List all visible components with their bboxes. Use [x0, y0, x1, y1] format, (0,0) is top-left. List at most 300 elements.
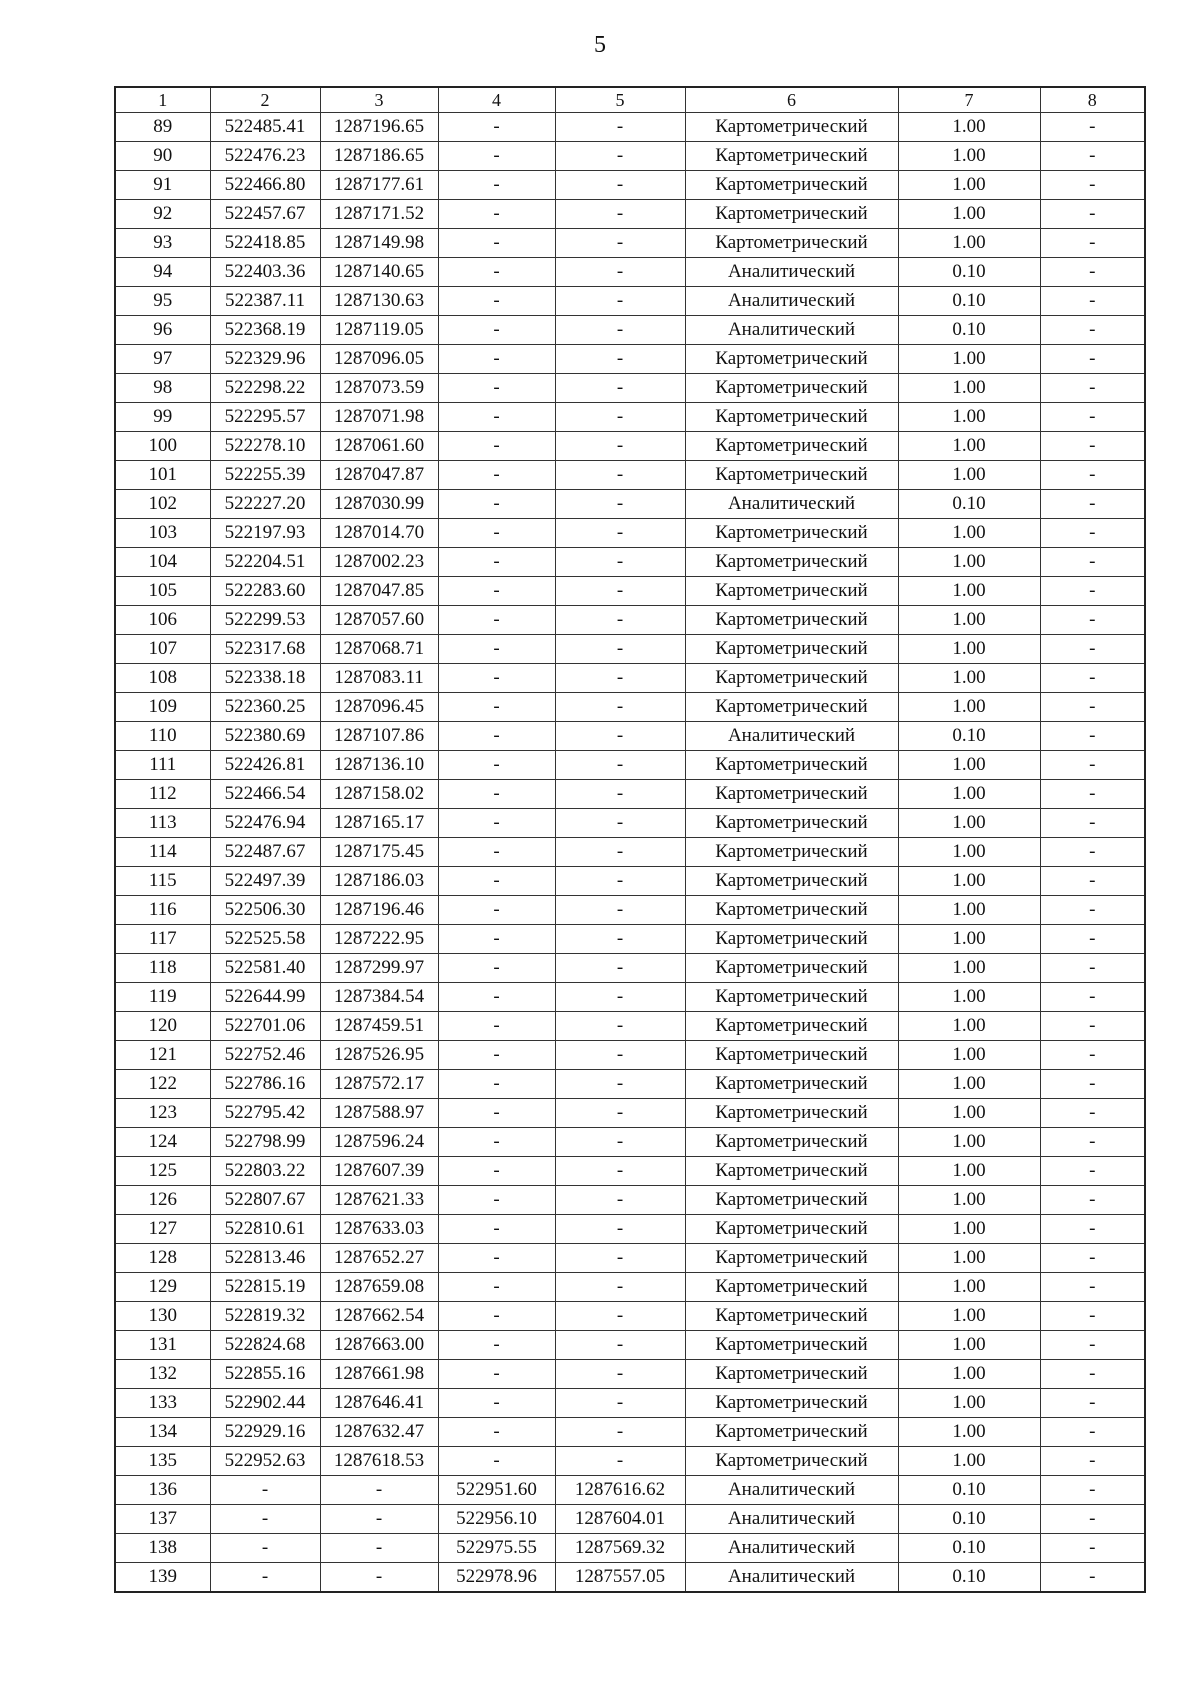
cell-x-new: - — [438, 1244, 555, 1273]
table-row — [115, 983, 1145, 1012]
cell-y-new: - — [555, 1012, 685, 1041]
cell-accuracy: 1.00 — [898, 1157, 1040, 1186]
cell-description: - — [1040, 1012, 1145, 1041]
cell-description: - — [1040, 606, 1145, 635]
cell-x-new: - — [438, 403, 555, 432]
cell-description: - — [1040, 751, 1145, 780]
cell-method: Картометрический — [685, 548, 898, 577]
cell-point-number: 92 — [115, 200, 210, 229]
cell-description: - — [1040, 316, 1145, 345]
cell-description: - — [1040, 1505, 1145, 1534]
table-row — [115, 1534, 1145, 1563]
cell-x-existing: 522466.80 — [210, 171, 320, 200]
cell-x-new: - — [438, 548, 555, 577]
cell-y-existing: - — [320, 1563, 438, 1593]
coordinates-table — [114, 86, 1146, 1593]
cell-x-existing: 522295.57 — [210, 403, 320, 432]
cell-description: - — [1040, 374, 1145, 403]
cell-method: Картометрический — [685, 954, 898, 983]
cell-accuracy: 0.10 — [898, 490, 1040, 519]
cell-point-number: 124 — [115, 1128, 210, 1157]
cell-method: Картометрический — [685, 664, 898, 693]
cell-method: Аналитический — [685, 722, 898, 751]
cell-point-number: 138 — [115, 1534, 210, 1563]
cell-y-new: - — [555, 925, 685, 954]
cell-description: - — [1040, 229, 1145, 258]
cell-method: Аналитический — [685, 1563, 898, 1593]
cell-description: - — [1040, 1041, 1145, 1070]
cell-accuracy: 1.00 — [898, 1070, 1040, 1099]
cell-point-number: 100 — [115, 432, 210, 461]
cell-description: - — [1040, 1099, 1145, 1128]
cell-x-existing: - — [210, 1563, 320, 1593]
cell-y-new: - — [555, 345, 685, 374]
cell-accuracy: 1.00 — [898, 693, 1040, 722]
cell-point-number: 89 — [115, 113, 210, 142]
cell-method: Картометрический — [685, 432, 898, 461]
table-row — [115, 461, 1145, 490]
cell-x-existing: 522457.67 — [210, 200, 320, 229]
cell-y-new: - — [555, 461, 685, 490]
table-row — [115, 1041, 1145, 1070]
cell-x-existing: 522204.51 — [210, 548, 320, 577]
cell-x-new: - — [438, 287, 555, 316]
cell-point-number: 117 — [115, 925, 210, 954]
cell-y-existing: 1287661.98 — [320, 1360, 438, 1389]
cell-description: - — [1040, 838, 1145, 867]
cell-point-number: 113 — [115, 809, 210, 838]
cell-accuracy: 1.00 — [898, 548, 1040, 577]
cell-y-new: - — [555, 1215, 685, 1244]
cell-method: Картометрический — [685, 577, 898, 606]
cell-x-existing: 522581.40 — [210, 954, 320, 983]
cell-x-new: - — [438, 171, 555, 200]
cell-method: Картометрический — [685, 925, 898, 954]
cell-x-new: - — [438, 374, 555, 403]
cell-method: Картометрический — [685, 780, 898, 809]
cell-point-number: 127 — [115, 1215, 210, 1244]
table-row — [115, 258, 1145, 287]
cell-point-number: 132 — [115, 1360, 210, 1389]
cell-description: - — [1040, 461, 1145, 490]
cell-method: Картометрический — [685, 519, 898, 548]
cell-accuracy: 1.00 — [898, 1012, 1040, 1041]
cell-x-existing: - — [210, 1534, 320, 1563]
cell-method: Аналитический — [685, 1534, 898, 1563]
table-row — [115, 1447, 1145, 1476]
cell-y-new: - — [555, 316, 685, 345]
cell-method: Картометрический — [685, 693, 898, 722]
cell-x-new: - — [438, 1041, 555, 1070]
cell-y-new: - — [555, 1331, 685, 1360]
cell-x-existing: 522476.23 — [210, 142, 320, 171]
cell-method: Картометрический — [685, 1331, 898, 1360]
cell-x-new: - — [438, 142, 555, 171]
table-row — [115, 374, 1145, 403]
cell-point-number: 102 — [115, 490, 210, 519]
cell-point-number: 93 — [115, 229, 210, 258]
cell-point-number: 91 — [115, 171, 210, 200]
cell-y-existing: 1287384.54 — [320, 983, 438, 1012]
cell-x-existing: 522795.42 — [210, 1099, 320, 1128]
cell-accuracy: 1.00 — [898, 345, 1040, 374]
cell-description: - — [1040, 780, 1145, 809]
cell-x-existing: 522810.61 — [210, 1215, 320, 1244]
cell-accuracy: 1.00 — [898, 374, 1040, 403]
cell-x-new: - — [438, 1360, 555, 1389]
cell-x-existing: 522701.06 — [210, 1012, 320, 1041]
cell-x-existing: 522506.30 — [210, 896, 320, 925]
table-row — [115, 664, 1145, 693]
cell-accuracy: 1.00 — [898, 1331, 1040, 1360]
cell-point-number: 123 — [115, 1099, 210, 1128]
cell-accuracy: 1.00 — [898, 1128, 1040, 1157]
cell-y-new: - — [555, 1157, 685, 1186]
cell-description: - — [1040, 1389, 1145, 1418]
cell-method: Картометрический — [685, 461, 898, 490]
cell-accuracy: 0.10 — [898, 258, 1040, 287]
cell-y-existing: 1287002.23 — [320, 548, 438, 577]
cell-accuracy: 1.00 — [898, 519, 1040, 548]
cell-description: - — [1040, 693, 1145, 722]
cell-description: - — [1040, 635, 1145, 664]
cell-accuracy: 1.00 — [898, 432, 1040, 461]
cell-method: Картометрический — [685, 1244, 898, 1273]
cell-y-existing: 1287632.47 — [320, 1418, 438, 1447]
cell-x-new: 522975.55 — [438, 1534, 555, 1563]
cell-y-new: - — [555, 896, 685, 925]
cell-y-new: 1287604.01 — [555, 1505, 685, 1534]
cell-y-new: - — [555, 403, 685, 432]
cell-method: Картометрический — [685, 374, 898, 403]
cell-point-number: 110 — [115, 722, 210, 751]
cell-x-existing: 522813.46 — [210, 1244, 320, 1273]
cell-method: Аналитический — [685, 316, 898, 345]
cell-x-new: - — [438, 1099, 555, 1128]
cell-accuracy: 1.00 — [898, 606, 1040, 635]
cell-x-new: - — [438, 258, 555, 287]
cell-x-new: - — [438, 113, 555, 142]
cell-x-existing: 522426.81 — [210, 751, 320, 780]
cell-accuracy: 1.00 — [898, 1302, 1040, 1331]
cell-y-existing: 1287652.27 — [320, 1244, 438, 1273]
cell-method: Картометрический — [685, 606, 898, 635]
cell-description: - — [1040, 664, 1145, 693]
cell-description: - — [1040, 896, 1145, 925]
cell-x-new: - — [438, 200, 555, 229]
cell-description: - — [1040, 1447, 1145, 1476]
cell-accuracy: 1.00 — [898, 954, 1040, 983]
cell-x-new: - — [438, 664, 555, 693]
cell-x-new: - — [438, 345, 555, 374]
cell-x-existing: 522855.16 — [210, 1360, 320, 1389]
cell-y-new: - — [555, 693, 685, 722]
cell-x-new: - — [438, 1389, 555, 1418]
cell-method: Картометрический — [685, 809, 898, 838]
column-header-accuracy: 7 — [898, 87, 1040, 113]
cell-method: Картометрический — [685, 1186, 898, 1215]
cell-x-existing: 522338.18 — [210, 664, 320, 693]
cell-accuracy: 1.00 — [898, 1186, 1040, 1215]
cell-y-existing: 1287663.00 — [320, 1331, 438, 1360]
cell-x-existing: 522824.68 — [210, 1331, 320, 1360]
table-row — [115, 1273, 1145, 1302]
cell-x-new: - — [438, 461, 555, 490]
cell-accuracy: 1.00 — [898, 403, 1040, 432]
cell-description: - — [1040, 1244, 1145, 1273]
cell-point-number: 114 — [115, 838, 210, 867]
cell-y-existing: 1287061.60 — [320, 432, 438, 461]
table-row — [115, 1157, 1145, 1186]
cell-description: - — [1040, 1070, 1145, 1099]
cell-accuracy: 1.00 — [898, 113, 1040, 142]
cell-y-new: - — [555, 606, 685, 635]
cell-x-new: - — [438, 606, 555, 635]
cell-description: - — [1040, 954, 1145, 983]
cell-y-existing: 1287299.97 — [320, 954, 438, 983]
cell-x-existing: 522317.68 — [210, 635, 320, 664]
cell-method: Аналитический — [685, 1476, 898, 1505]
cell-x-existing: 522380.69 — [210, 722, 320, 751]
cell-x-existing: 522952.63 — [210, 1447, 320, 1476]
cell-x-existing: 522299.53 — [210, 606, 320, 635]
table-row — [115, 722, 1145, 751]
cell-y-new: 1287616.62 — [555, 1476, 685, 1505]
cell-method: Картометрический — [685, 1389, 898, 1418]
cell-y-new: - — [555, 983, 685, 1012]
cell-y-existing: 1287526.95 — [320, 1041, 438, 1070]
cell-accuracy: 1.00 — [898, 1389, 1040, 1418]
cell-method: Картометрический — [685, 403, 898, 432]
cell-method: Картометрический — [685, 200, 898, 229]
cell-method: Картометрический — [685, 1157, 898, 1186]
cell-description: - — [1040, 1186, 1145, 1215]
cell-y-new: - — [555, 1360, 685, 1389]
cell-y-existing: 1287068.71 — [320, 635, 438, 664]
column-header-method: 6 — [685, 87, 898, 113]
cell-description: - — [1040, 983, 1145, 1012]
table-row — [115, 316, 1145, 345]
cell-method: Картометрический — [685, 896, 898, 925]
cell-description: - — [1040, 1128, 1145, 1157]
table-row — [115, 1070, 1145, 1099]
cell-accuracy: 1.00 — [898, 1099, 1040, 1128]
cell-description: - — [1040, 490, 1145, 519]
cell-accuracy: 0.10 — [898, 1534, 1040, 1563]
cell-x-existing: 522368.19 — [210, 316, 320, 345]
cell-y-existing: 1287607.39 — [320, 1157, 438, 1186]
cell-x-new: - — [438, 490, 555, 519]
table-row — [115, 954, 1145, 983]
cell-x-existing: 522902.44 — [210, 1389, 320, 1418]
table-row — [115, 403, 1145, 432]
cell-description: - — [1040, 403, 1145, 432]
cell-accuracy: 1.00 — [898, 1360, 1040, 1389]
column-header-point-number: 1 — [115, 87, 210, 113]
cell-x-new: - — [438, 635, 555, 664]
cell-y-new: - — [555, 751, 685, 780]
cell-accuracy: 1.00 — [898, 780, 1040, 809]
cell-description: - — [1040, 867, 1145, 896]
cell-y-new: - — [555, 1447, 685, 1476]
cell-x-new: - — [438, 1418, 555, 1447]
column-header-x-new: 4 — [438, 87, 555, 113]
cell-description: - — [1040, 519, 1145, 548]
cell-y-new: 1287557.05 — [555, 1563, 685, 1593]
cell-accuracy: 1.00 — [898, 461, 1040, 490]
column-header-description: 8 — [1040, 87, 1145, 113]
cell-x-existing: 522283.60 — [210, 577, 320, 606]
cell-y-existing: 1287140.65 — [320, 258, 438, 287]
cell-description: - — [1040, 1360, 1145, 1389]
cell-description: - — [1040, 142, 1145, 171]
cell-y-new: - — [555, 577, 685, 606]
cell-y-existing: 1287621.33 — [320, 1186, 438, 1215]
cell-method: Картометрический — [685, 1070, 898, 1099]
cell-y-new: - — [555, 1070, 685, 1099]
cell-accuracy: 1.00 — [898, 635, 1040, 664]
cell-y-new: - — [555, 838, 685, 867]
cell-point-number: 95 — [115, 287, 210, 316]
table-row — [115, 606, 1145, 635]
cell-point-number: 104 — [115, 548, 210, 577]
cell-y-existing: 1287096.05 — [320, 345, 438, 374]
cell-accuracy: 1.00 — [898, 577, 1040, 606]
cell-y-existing: 1287186.65 — [320, 142, 438, 171]
cell-x-existing: 522197.93 — [210, 519, 320, 548]
table-row — [115, 635, 1145, 664]
column-header-x-existing: 2 — [210, 87, 320, 113]
page-number: 5 — [594, 32, 606, 58]
cell-method: Картометрический — [685, 113, 898, 142]
table-row — [115, 1476, 1145, 1505]
cell-accuracy: 1.00 — [898, 925, 1040, 954]
cell-x-new: - — [438, 1302, 555, 1331]
cell-accuracy: 0.10 — [898, 1563, 1040, 1593]
cell-description: - — [1040, 925, 1145, 954]
cell-y-new: - — [555, 113, 685, 142]
cell-y-existing: 1287177.61 — [320, 171, 438, 200]
cell-y-new: - — [555, 1273, 685, 1302]
cell-point-number: 98 — [115, 374, 210, 403]
cell-y-existing: 1287633.03 — [320, 1215, 438, 1244]
cell-y-new: - — [555, 1041, 685, 1070]
cell-point-number: 108 — [115, 664, 210, 693]
cell-x-new: - — [438, 1215, 555, 1244]
cell-method: Картометрический — [685, 983, 898, 1012]
table-row — [115, 751, 1145, 780]
cell-method: Картометрический — [685, 1012, 898, 1041]
cell-y-new: - — [555, 374, 685, 403]
table-row — [115, 1186, 1145, 1215]
cell-y-existing: 1287175.45 — [320, 838, 438, 867]
cell-method: Картометрический — [685, 751, 898, 780]
table-row — [115, 229, 1145, 258]
cell-description: - — [1040, 809, 1145, 838]
cell-description: - — [1040, 722, 1145, 751]
cell-x-new: - — [438, 432, 555, 461]
cell-point-number: 90 — [115, 142, 210, 171]
cell-x-new: - — [438, 577, 555, 606]
cell-accuracy: 0.10 — [898, 1505, 1040, 1534]
cell-method: Картометрический — [685, 171, 898, 200]
cell-y-new: - — [555, 432, 685, 461]
cell-y-existing: - — [320, 1476, 438, 1505]
cell-x-new: - — [438, 1447, 555, 1476]
cell-x-existing: 522227.20 — [210, 490, 320, 519]
cell-point-number: 106 — [115, 606, 210, 635]
cell-point-number: 131 — [115, 1331, 210, 1360]
cell-y-existing: 1287646.41 — [320, 1389, 438, 1418]
cell-description: - — [1040, 1157, 1145, 1186]
cell-x-existing: 522466.54 — [210, 780, 320, 809]
cell-y-new: - — [555, 258, 685, 287]
cell-point-number: 116 — [115, 896, 210, 925]
cell-y-new: - — [555, 142, 685, 171]
cell-y-new: - — [555, 722, 685, 751]
cell-point-number: 125 — [115, 1157, 210, 1186]
cell-x-new: - — [438, 519, 555, 548]
cell-method: Картометрический — [685, 1215, 898, 1244]
cell-method: Картометрический — [685, 1099, 898, 1128]
table-row — [115, 838, 1145, 867]
cell-y-existing: 1287149.98 — [320, 229, 438, 258]
cell-x-new: - — [438, 229, 555, 258]
cell-method: Картометрический — [685, 1273, 898, 1302]
table-row — [115, 1389, 1145, 1418]
cell-x-existing: 522418.85 — [210, 229, 320, 258]
cell-accuracy: 0.10 — [898, 287, 1040, 316]
cell-method: Картометрический — [685, 1128, 898, 1157]
cell-x-existing: 522815.19 — [210, 1273, 320, 1302]
cell-description: - — [1040, 548, 1145, 577]
table-row — [115, 809, 1145, 838]
cell-accuracy: 0.10 — [898, 1476, 1040, 1505]
table-row — [115, 1505, 1145, 1534]
cell-x-existing: 522807.67 — [210, 1186, 320, 1215]
cell-accuracy: 1.00 — [898, 1215, 1040, 1244]
cell-y-new: - — [555, 1389, 685, 1418]
cell-y-new: - — [555, 490, 685, 519]
cell-x-existing: 522485.41 — [210, 113, 320, 142]
cell-x-new: - — [438, 925, 555, 954]
cell-y-existing: 1287186.03 — [320, 867, 438, 896]
cell-x-existing: 522387.11 — [210, 287, 320, 316]
table-row — [115, 1099, 1145, 1128]
cell-y-new: - — [555, 200, 685, 229]
cell-y-existing: - — [320, 1534, 438, 1563]
cell-accuracy: 1.00 — [898, 1273, 1040, 1302]
cell-x-new: - — [438, 867, 555, 896]
cell-accuracy: 1.00 — [898, 142, 1040, 171]
table-row — [115, 867, 1145, 896]
table-row — [115, 200, 1145, 229]
cell-x-existing: 522403.36 — [210, 258, 320, 287]
cell-y-existing: 1287014.70 — [320, 519, 438, 548]
cell-y-new: - — [555, 171, 685, 200]
cell-y-existing: 1287588.97 — [320, 1099, 438, 1128]
cell-accuracy: 1.00 — [898, 809, 1040, 838]
cell-x-new: - — [438, 1157, 555, 1186]
cell-x-new: - — [438, 983, 555, 1012]
cell-accuracy: 1.00 — [898, 983, 1040, 1012]
cell-x-existing: 522644.99 — [210, 983, 320, 1012]
cell-point-number: 129 — [115, 1273, 210, 1302]
cell-y-existing: 1287047.87 — [320, 461, 438, 490]
cell-y-new: - — [555, 519, 685, 548]
cell-point-number: 94 — [115, 258, 210, 287]
cell-x-new: - — [438, 838, 555, 867]
